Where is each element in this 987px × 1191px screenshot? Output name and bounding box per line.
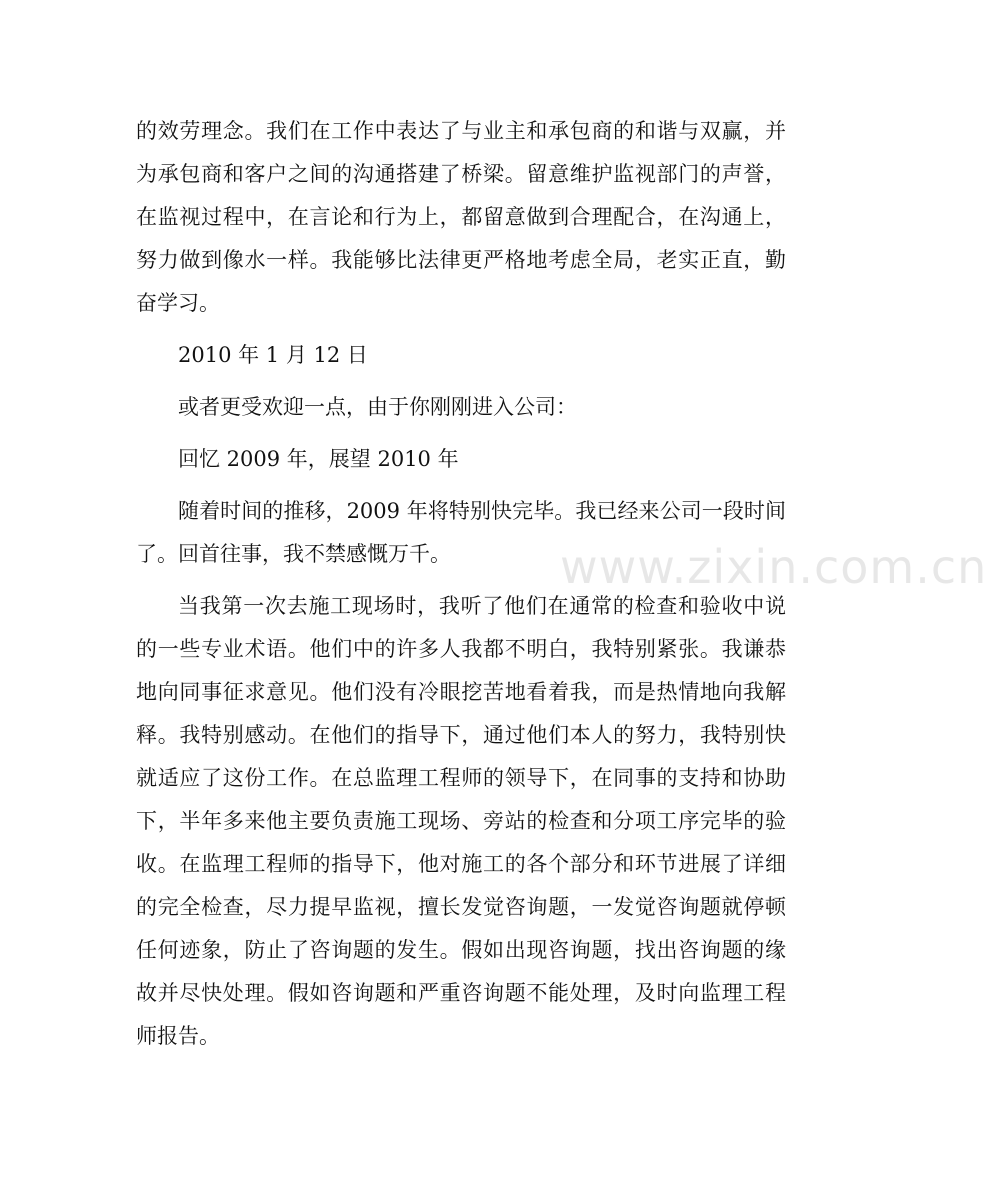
paragraph-heading: 回忆 2009 年，展望 2010 年 [178, 447, 459, 471]
document-body [136, 110, 786, 1058]
paragraph-alternative: 或者更受欢迎一点，由于你刚刚进入公司： [178, 395, 577, 419]
paragraph-date: 2010 年 1 月 12 日 [178, 343, 368, 367]
watermark: www.zixin.com.cn [560, 540, 987, 594]
paragraph-1: 的效劳理念。我们在工作中表达了与业主和承包商的和谐与双赢，并为承包商和客户之间的沟通搭建了桥梁。留意维护监视部门的声誉，在监视过程中，在言论和行为上，都留意做到合理配合，在沟通上，努力做到像水一样。我能够比法律更严格地考虑全局，老实正直，勤奋学习。 [136, 119, 786, 315]
paragraph-main: 当我第一次去施工现场时，我听了他们在通常的检查和验收中说的一些专业术语。他们中的许多人我都不明白，我特别紧张。我谦恭地向同事征求意见。他们没有冷眼挖苦地看着我，而是热情地向我解释。我特别感动。在他们的指导下，通过他们本人的努力，我特别快就适应了这份工作。在总监理工程师的领导下，在同事的支持和协助下，半年多来他主要负责施工现场、旁站的检查和分项工序完毕的验收。在监理工程师的指导下，他对施工的各个部分和环节进展了详细的完全检查，尽力提早监视，擅长发觉咨询题，一发觉咨询题就停顿任何迹象，防止了咨询题的发生。假如出现咨询题，找出咨询题的缘故并尽快处理。假如咨询题和严重咨询题不能处理，及时向监理工程师报告。 [136, 594, 786, 1048]
paragraph-intro: 随着时间的推移，2009 年将特别快完毕。我已经来公司一段时间了。回首往事，我不禁感慨万千。 [136, 499, 786, 566]
